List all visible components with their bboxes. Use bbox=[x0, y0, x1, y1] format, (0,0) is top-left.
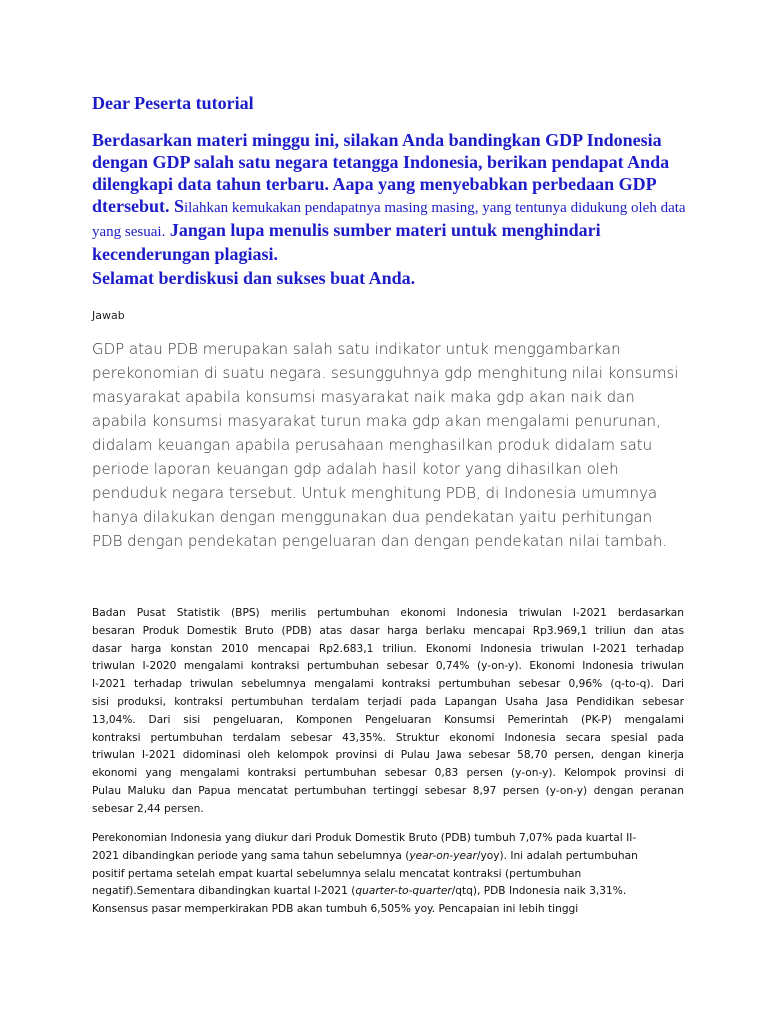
paragraph-line: Badan Pusat Statistik (BPS) merilis pertumbuhan ekonomi Indonesia triwulan I-2021 berdasarkan bbox=[92, 607, 684, 619]
instruction-part-2: ilahkan kemukakan pendapatnya masing masing, yang tentunya didukung oleh data yang sesuai. bbox=[92, 200, 686, 240]
paragraph-line: kontraksi pertumbuhan terdalam sebesar 43,35%. Struktur ekonomi Indonesia secara spesial pada bbox=[92, 731, 684, 744]
instruction-paragraph bbox=[92, 129, 692, 265]
answer-line: periode laporan keuangan gdp adalah hasil kotor yang dihasilkan oleh bbox=[92, 460, 619, 478]
paragraph-line bbox=[92, 883, 684, 901]
paragraph-line: triwulan I-2021 didominasi oleh kelompok provinsi di Pulau Jawa sebesar 58,70 persen, dengan kinerja bbox=[92, 749, 684, 762]
paragraph-line: Konsensus pasar memperkirakan PDB akan tumbuh 6,505% yoy. Pencapaian ini lebih tinggi bbox=[92, 903, 579, 916]
paragraph-line: besaran Produk Domestik Bruto (PDB) atas dasar harga berlaku mencapai Rp3.969,1 triliun dan atas bbox=[92, 624, 684, 637]
answer-line: perekonomian di suatu negara. sesungguhnya gdp menghitung nilai konsumsi bbox=[92, 364, 679, 382]
answer-line: PDB dengan pendekatan pengeluaran dan dengan pendekatan nilai tambah. bbox=[92, 532, 668, 550]
answer-line: hanya dilakukan dengan menggunakan dua pendekatan yaitu perhitungan bbox=[92, 508, 653, 526]
instruction-part-3: Jangan lupa menulis sumber materi untuk menghindari kecenderungan plagiasi. bbox=[92, 220, 601, 264]
paragraph-line: ekonomi yang mengalami kontraksi pertumbuhan sebesar 0,83 persen (y-on-y). Kelompok provinsi di bbox=[92, 767, 684, 780]
greeting-heading: Dear Peserta tutorial bbox=[92, 93, 254, 113]
answer-line: apabila konsumsi masyarakat turun maka gdp akan mengalami penurunan, bbox=[92, 412, 661, 430]
answer-paragraph bbox=[92, 337, 692, 553]
bps-paragraph bbox=[92, 605, 684, 819]
instruction-part-1: Berdasarkan materi minggu ini, silakan Anda bandingkan GDP Indonesia dengan GDP salah satu negara tetangga Indonesia, berikan pendapat Anda dilengkapi data tahun terbaru. Aapa yang menyebabkan perbedaan GDP dtersebut. S bbox=[92, 130, 670, 216]
answer-label: Jawab bbox=[92, 309, 125, 322]
text-run: negatif).Sementara dibandingkan kuartal I-2021 ( bbox=[92, 885, 356, 898]
text-run: 2021 dibandingkan periode yang sama tahun sebelumnya ( bbox=[92, 849, 410, 862]
paragraph-line: Perekonomian Indonesia yang diukur dari Produk Domestik Bruto (PDB) tumbuh 7,07% pada kuartal II- bbox=[92, 832, 637, 844]
paragraph-line: 13,04%. Dari sisi pengeluaran, Komponen Pengeluaran Konsumsi Pemerintah (PK-P) mengalami bbox=[92, 713, 684, 726]
answer-line: penduduk negara tersebut. Untuk menghitung PDB, di Indonesia umumnya bbox=[92, 484, 658, 502]
gdp-growth-paragraph bbox=[92, 830, 684, 919]
paragraph-line bbox=[92, 848, 684, 866]
answer-line: didalam keuangan apabila perusahaan menghasilkan produk didalam satu bbox=[92, 436, 653, 454]
paragraph-line: sebesar 2,44 persen. bbox=[92, 802, 204, 815]
paragraph-line: Pulau Maluku dan Papua mencatat pertumbuhan tertinggi sebesar 8,97 persen (y-on-y) dengan peranan bbox=[92, 784, 684, 797]
paragraph-line: I-2021 terhadap triwulan sebelumnya mengalami kontraksi pertumbuhan sebesar 0,96% (q-to-q). Dari bbox=[92, 678, 684, 691]
text-run: /qtq), PDB Indonesia naik 3,31%. bbox=[451, 885, 627, 898]
italic-term: year-on-year bbox=[409, 849, 477, 862]
closing-heading: Selamat berdiskusi dan sukses buat Anda. bbox=[92, 268, 416, 288]
answer-line: GDP atau PDB merupakan salah satu indikator untuk menggambarkan bbox=[92, 340, 621, 358]
answer-line: masyarakat apabila konsumsi masyarakat naik maka gdp akan naik dan bbox=[92, 388, 635, 406]
paragraph-line: positif pertama setelah empat kuartal sebelumnya selalu mencatat kontraksi (pertumbuhan bbox=[92, 867, 582, 880]
italic-term: quarter-to-quarter bbox=[355, 885, 452, 898]
paragraph-line: sisi produksi, kontraksi pertumbuhan terdalam terjadi pada Lapangan Usaha Jasa Pendidikan sebesar bbox=[92, 695, 684, 708]
text-run: /yoy). Ini adalah pertumbuhan bbox=[476, 849, 638, 862]
paragraph-line: dasar harga konstan 2010 mencapai Rp2.683,1 triliun. Ekonomi Indonesia triwulan I-2021 terhadap bbox=[92, 642, 684, 655]
paragraph-line: triwulan I-2020 mengalami kontraksi pertumbuhan sebesar 0,74% (y-on-y). Ekonomi Indonesia triwulan bbox=[92, 660, 684, 673]
